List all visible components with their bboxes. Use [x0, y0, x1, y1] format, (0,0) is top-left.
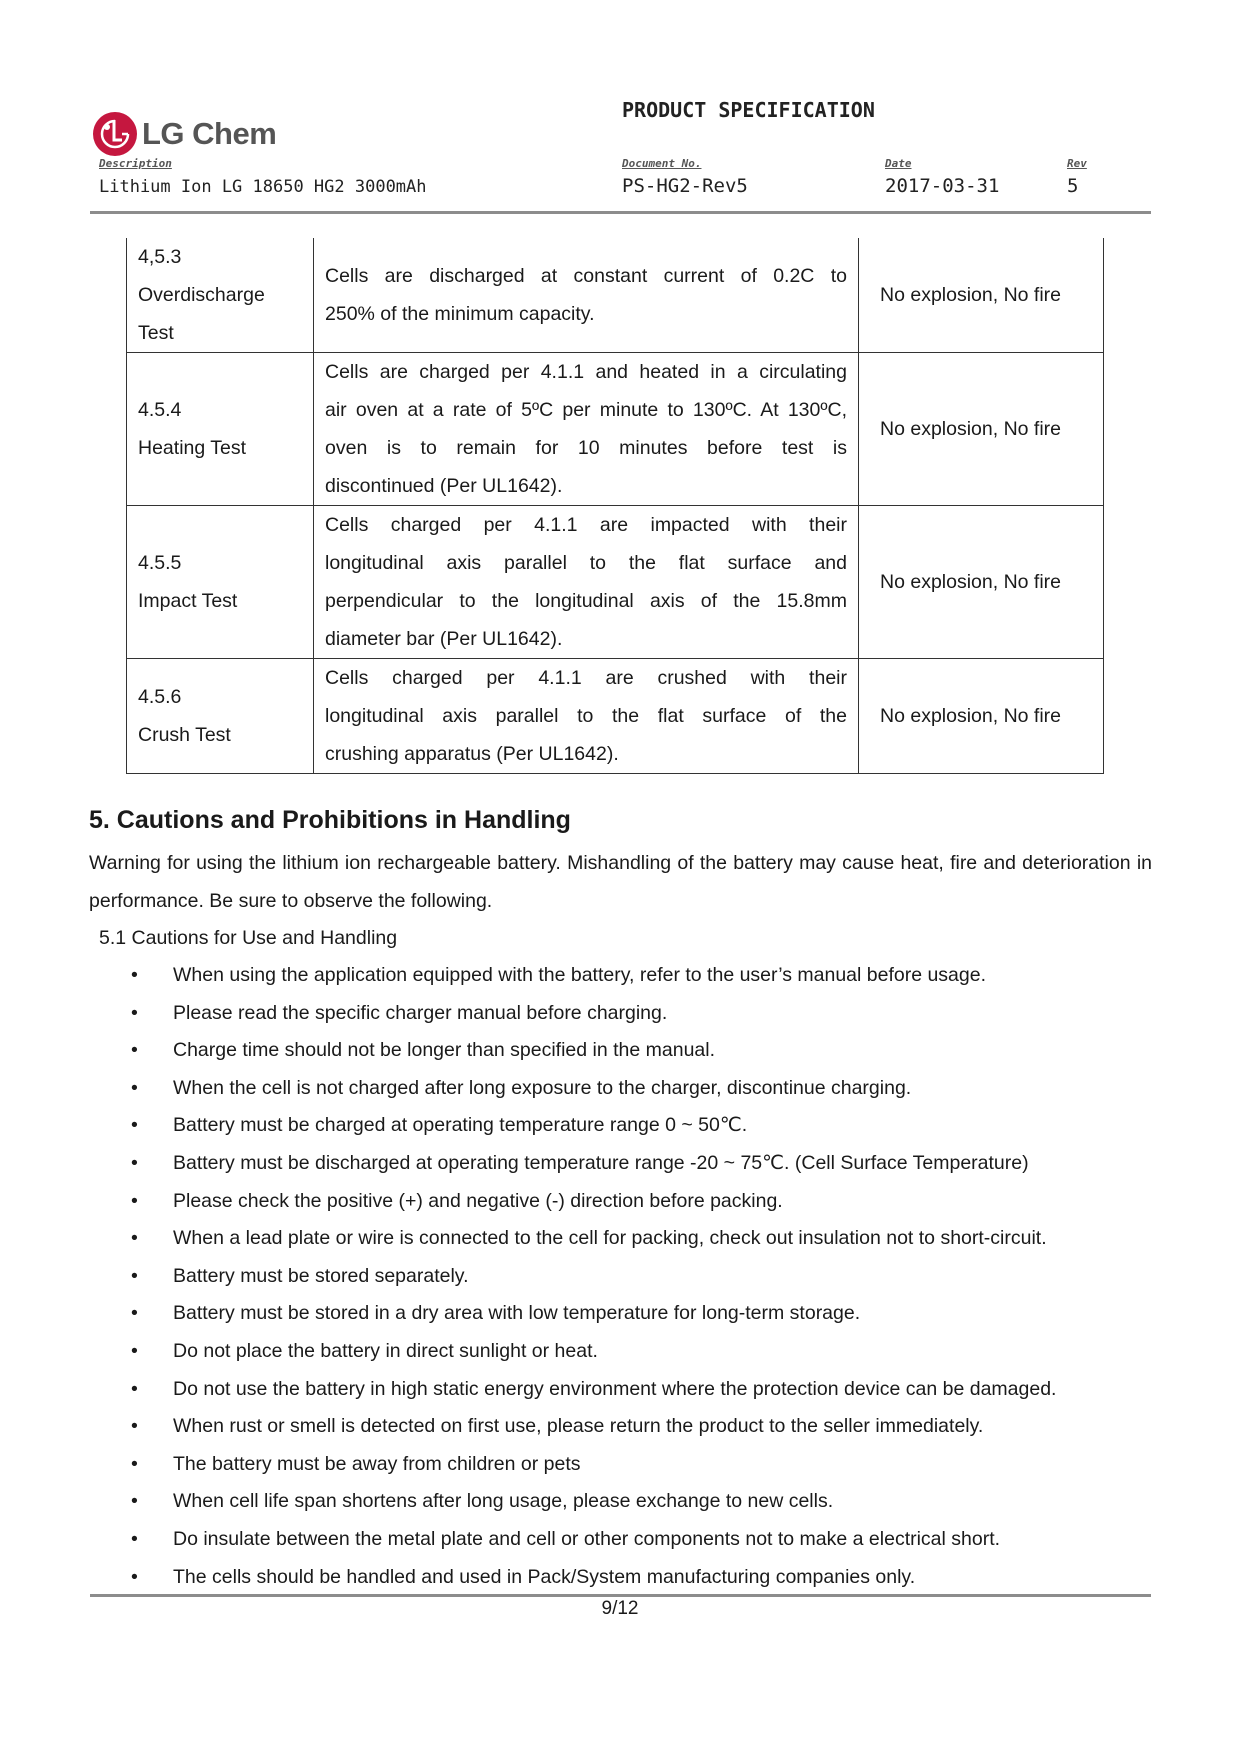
list-item-text: When cell life span shortens after long usage, please exchange to new cells. [173, 1490, 834, 1513]
table-row [127, 506, 1104, 659]
safety-test-table [126, 238, 1104, 774]
list-item [128, 1521, 1158, 1559]
test-description-line: Cells charged per 4.1.1 are impacted with their [325, 514, 847, 536]
footer-divider [90, 1594, 1151, 1597]
test-description-line: crushing apparatus (Per UL1642). [325, 743, 619, 765]
list-item-text: Do not place the battery in direct sunlight or heat. [173, 1339, 598, 1362]
bullet-icon: • [131, 1039, 138, 1062]
test-id-cell [127, 659, 314, 774]
test-id-cell [127, 238, 314, 353]
subsection-heading: 5.1 Cautions for Use and Handling [99, 927, 398, 949]
bullet-icon: • [131, 1227, 138, 1250]
list-item [128, 1220, 1158, 1258]
header-divider [90, 211, 1151, 214]
list-item-text: Please check the positive (+) and negative (-) direction before packing. [173, 1189, 783, 1212]
company-logo [92, 110, 292, 158]
test-description-cell [314, 659, 859, 774]
test-id-line: Heating Test [138, 437, 247, 459]
list-item-text: When rust or smell is detected on first use, please return the product to the seller immediately. [173, 1415, 984, 1438]
test-description-cell [314, 353, 859, 506]
test-description-line: longitudinal axis parallel to the flat surface of the [325, 705, 847, 727]
list-item [128, 1408, 1158, 1446]
test-description-line: Cells charged per 4.1.1 are crushed with their [325, 667, 847, 689]
description-label: Description [99, 157, 172, 170]
test-result-cell: No explosion, No fire [859, 506, 1104, 659]
cautions-list [128, 957, 1158, 1596]
list-item-text: Battery must be stored separately. [173, 1264, 469, 1287]
date-label: Date [885, 157, 912, 170]
bullet-icon: • [131, 1527, 138, 1550]
bullet-icon: • [131, 1001, 138, 1024]
test-id-line: Overdischarge [138, 284, 265, 306]
bullet-icon: • [131, 1076, 138, 1099]
test-id-line: Crush Test [138, 724, 231, 746]
test-id-line: 4.5.6 [138, 686, 182, 708]
list-item-text: Battery must be charged at operating temperature range 0 ~ 50℃. [173, 1114, 748, 1137]
list-item-text: When using the application equipped with the battery, refer to the user’s manual before usage. [173, 964, 987, 986]
test-id-cell [127, 506, 314, 659]
list-item-text: Battery must be stored in a dry area with low temperature for long-term storage. [173, 1302, 861, 1325]
test-description-line: Cells are discharged at constant current of 0.2C to [325, 265, 847, 287]
revision-value: 5 [1067, 175, 1079, 197]
date-value: 2017-03-31 [885, 175, 1000, 197]
table-row [127, 353, 1104, 506]
list-item-text: When the cell is not charged after long exposure to the charger, discontinue charging. [173, 1076, 912, 1099]
table-row [127, 238, 1104, 353]
section-intro: Warning for using the lithium ion rechargeable battery. Mishandling of the battery may cause heat, fire and deterioration in performance. Be sure to observe the following. [89, 852, 1152, 912]
test-description-line: discontinued (Per UL1642). [325, 475, 563, 497]
bullet-icon: • [131, 1114, 138, 1137]
test-description-line: longitudinal axis parallel to the flat surface and [325, 552, 847, 574]
document-number-value: PS-HG2-Rev5 [622, 175, 748, 197]
bullet-icon: • [131, 1189, 138, 1212]
bullet-icon: • [131, 1264, 138, 1287]
list-item [128, 1295, 1158, 1333]
list-item-text: Do insulate between the metal plate and cell or other components not to make a electrical short. [173, 1527, 1001, 1550]
list-item [128, 1107, 1158, 1145]
list-item [128, 1559, 1158, 1597]
document-title: PRODUCT SPECIFICATION [622, 98, 875, 122]
list-item [128, 1446, 1158, 1484]
bullet-icon: • [131, 1415, 138, 1438]
bullet-icon: • [131, 1377, 138, 1400]
list-item-text: The cells should be handled and used in Pack/System manufacturing companies only. [173, 1565, 916, 1588]
lg-face-icon [92, 111, 138, 157]
test-description-line: perpendicular to the longitudinal axis of the 15.8mm [325, 590, 847, 612]
bullet-icon: • [131, 964, 138, 986]
list-item [128, 1070, 1158, 1108]
test-id-cell [127, 353, 314, 506]
bullet-icon: • [131, 1490, 138, 1513]
test-description-line: oven is to remain for 10 minutes before test is [325, 437, 847, 459]
list-item [128, 1183, 1158, 1221]
test-result-cell: No explosion, No fire [859, 353, 1104, 506]
test-description-line: 250% of the minimum capacity. [325, 303, 595, 325]
list-item [128, 1483, 1158, 1521]
test-description-cell [314, 238, 859, 353]
test-id-line: 4.5.5 [138, 552, 182, 574]
list-item [128, 1371, 1158, 1409]
test-id-line: 4,5.3 [138, 246, 182, 268]
bullet-icon: • [131, 1452, 138, 1475]
test-description-line: Cells are charged per 4.1.1 and heated in a circulating [325, 361, 847, 383]
section-heading: 5. Cautions and Prohibitions in Handling [89, 806, 571, 834]
test-description-line: diameter bar (Per UL1642). [325, 628, 563, 650]
test-description-line: air oven at a rate of 5ºC per minute to 130ºC. At 130ºC, [325, 399, 847, 421]
page-number: 9/12 [601, 1598, 639, 1619]
table-row [127, 659, 1104, 774]
test-id-line: Impact Test [138, 590, 238, 612]
brand-name: LG Chem [142, 116, 277, 151]
list-item-text: Battery must be discharged at operating temperature range -20 ~ 75℃. (Cell Surface Temperature) [173, 1151, 1029, 1174]
list-item-text: Charge time should not be longer than specified in the manual. [173, 1039, 716, 1062]
list-item [128, 957, 1158, 995]
test-id-line: Test [138, 322, 174, 344]
list-item-text: The battery must be away from children or pets [173, 1452, 581, 1475]
description-value: Lithium Ion LG 18650 HG2 3000mAh [99, 177, 427, 197]
list-item [128, 1032, 1158, 1070]
list-item [128, 995, 1158, 1033]
test-result-cell: No explosion, No fire [859, 659, 1104, 774]
bullet-icon: • [131, 1151, 138, 1174]
document-number-label: Document No. [622, 157, 702, 170]
list-item [128, 1145, 1158, 1183]
test-id-line: 4.5.4 [138, 399, 182, 421]
list-item-text: When a lead plate or wire is connected to the cell for packing, check out insulation not to short-circuit. [173, 1227, 1047, 1250]
test-result-cell: No explosion, No fire [859, 238, 1104, 353]
test-description-cell [314, 506, 859, 659]
bullet-icon: • [131, 1302, 138, 1325]
list-item-text: Do not use the battery in high static energy environment where the protection device can be damaged. [173, 1377, 1057, 1400]
list-item-text: Please read the specific charger manual before charging. [173, 1001, 668, 1024]
list-item [128, 1333, 1158, 1371]
bullet-icon: • [131, 1339, 138, 1362]
revision-label: Rev [1067, 157, 1087, 170]
list-item [128, 1258, 1158, 1296]
bullet-icon: • [131, 1565, 138, 1588]
